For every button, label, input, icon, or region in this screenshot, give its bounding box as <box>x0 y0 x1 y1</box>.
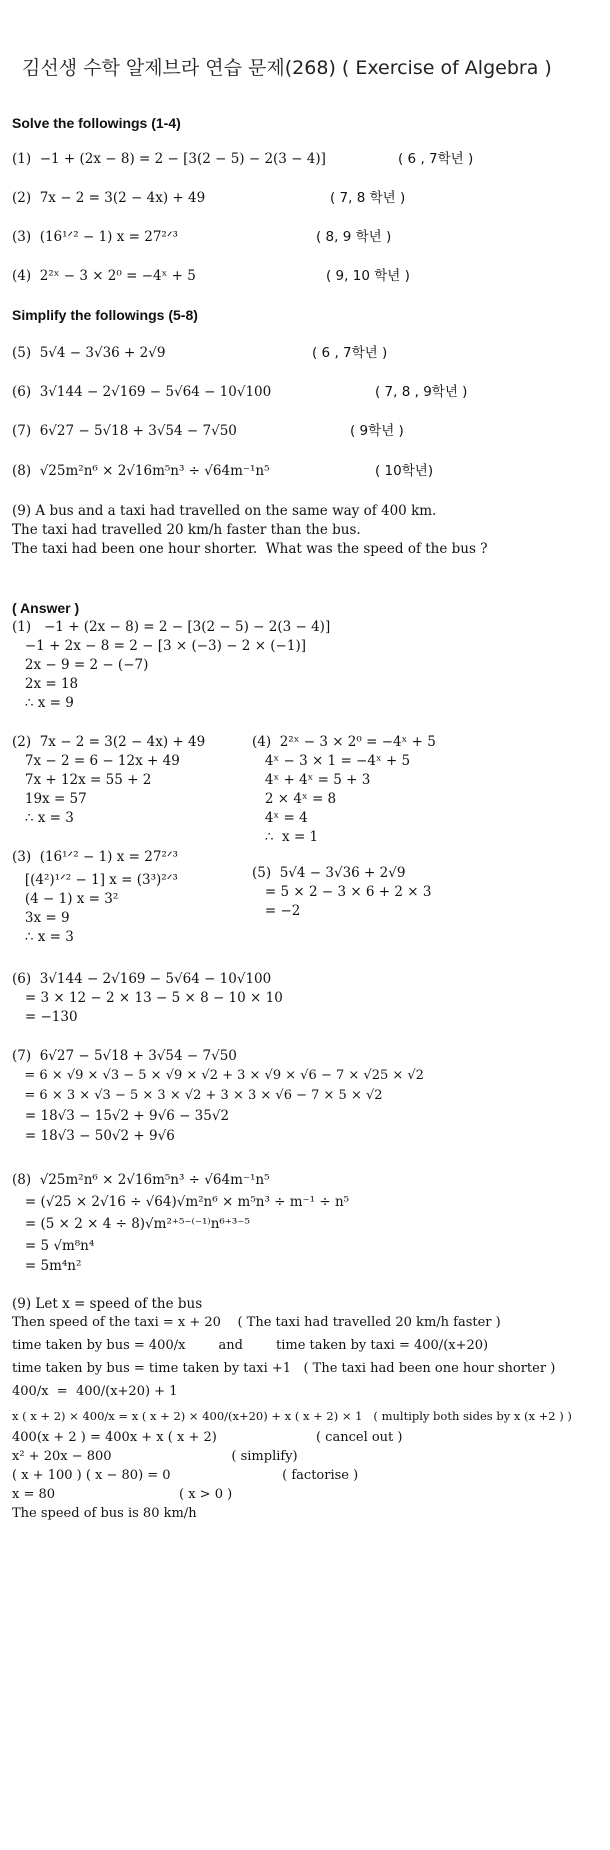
problem-9-line-3: The taxi had been one hour shorter. What was the speed of the bus ? <box>12 541 488 557</box>
page-title: 김선생 수학 알제브라 연습 문제(268) ( Exercise of Algebra ) <box>22 57 552 79</box>
problem-3-grade: ( 8, 9 학년 ) <box>316 229 392 245</box>
problem-5-grade: ( 6 , 7학년 ) <box>312 345 388 361</box>
answer-4-line: 4ˣ + 4ˣ = 5 + 3 <box>252 772 371 788</box>
answer-9-line: The speed of bus is 80 km/h <box>12 1506 197 1521</box>
problem-9-line-1: (9) A bus and a taxi had travelled on the same way of 400 km. <box>12 503 437 519</box>
answer-1-line: 2x − 9 = 2 − (−7) <box>12 657 149 673</box>
problem-4: (4) 2²ˣ − 3 × 2⁰ = −4ˣ + 5 <box>12 268 196 284</box>
answer-4-line: 2 × 4ˣ = 8 <box>252 791 337 807</box>
problem-7: (7) 6√27 − 5√18 + 3√54 − 7√50 <box>12 423 237 439</box>
problem-4-grade: ( 9, 10 학년 ) <box>326 268 410 284</box>
answer-9-line: 400(x + 2 ) = 400x + x ( x + 2) ( cancel out ) <box>12 1430 403 1445</box>
answer-7-line: = 18√3 − 50√2 + 9√6 <box>12 1128 175 1144</box>
answer-6-line: = −130 <box>12 1009 78 1025</box>
answer-5-line: (5) 5√4 − 3√36 + 2√9 <box>252 865 406 881</box>
answer-3-line: ∴ x = 3 <box>12 929 74 945</box>
answer-2-line: (2) 7x − 2 = 3(2 − 4x) + 49 <box>12 734 206 750</box>
problem-2: (2) 7x − 2 = 3(2 − 4x) + 49 <box>12 190 206 206</box>
answer-9-line: 400/x = 400/(x+20) + 1 <box>12 1384 178 1399</box>
answer-3-line: [(4²)¹ᐟ² − 1] x = (3³)²ᐟ³ <box>12 872 178 888</box>
answer-9-line: Then speed of the taxi = x + 20 ( The taxi had travelled 20 km/h faster ) <box>12 1315 501 1330</box>
answer-1-line: 2x = 18 <box>12 676 79 692</box>
problem-1-grade: ( 6 , 7학년 ) <box>398 151 474 167</box>
answer-5-line: = −2 <box>252 903 301 919</box>
problem-8: (8) √25m²n⁶ × 2√16m⁵n³ ÷ √64m⁻¹n⁵ <box>12 463 270 479</box>
answer-1-line: ∴ x = 9 <box>12 695 74 711</box>
answer-8-line: = (5 × 2 × 4 ÷ 8)√m²⁺⁵⁻⁽⁻¹⁾n⁶⁺³⁻⁵ <box>12 1216 250 1232</box>
problem-6-grade: ( 7, 8 , 9학년 ) <box>375 384 468 400</box>
problem-9-line-2: The taxi had travelled 20 km/h faster than the bus. <box>12 522 361 538</box>
answer-1-line: (1) −1 + (2x − 8) = 2 − [3(2 − 5) − 2(3 − 4)] <box>12 619 331 635</box>
answer-7-line: = 6 × 3 × √3 − 5 × 3 × √2 + 3 × 3 × √6 − 7 × 5 × √2 <box>12 1088 383 1103</box>
answer-3-line: 3x = 9 <box>12 910 70 926</box>
problem-3: (3) (16¹ᐟ² − 1) x = 27²ᐟ³ <box>12 229 178 245</box>
problem-8-grade: ( 10학년) <box>375 463 434 479</box>
answer-heading: ( Answer ) <box>12 600 80 616</box>
answer-2-line: 7x − 2 = 6 − 12x + 49 <box>12 753 180 769</box>
answer-1-line: −1 + 2x − 8 = 2 − [3 × (−3) − 2 × (−1)] <box>12 638 306 654</box>
answer-4-line: (4) 2²ˣ − 3 × 2⁰ = −4ˣ + 5 <box>252 734 436 750</box>
answer-2-line: 7x + 12x = 55 + 2 <box>12 772 152 788</box>
answer-3-line: (3) (16¹ᐟ² − 1) x = 27²ᐟ³ <box>12 849 178 865</box>
problem-5: (5) 5√4 − 3√36 + 2√9 <box>12 345 166 361</box>
answer-9-line: time taken by bus = 400/x and time taken by taxi = 400/(x+20) <box>12 1338 489 1353</box>
problem-1: (1) −1 + (2x − 8) = 2 − [3(2 − 5) − 2(3 − 4)] <box>12 151 326 167</box>
answer-6-line: = 3 × 12 − 2 × 13 − 5 × 8 − 10 × 10 <box>12 990 283 1006</box>
answer-9-line: time taken by bus = time taken by taxi +1 ( The taxi had been one hour shorter ) <box>12 1361 556 1376</box>
problem-2-grade: ( 7, 8 학년 ) <box>330 190 406 206</box>
answer-4-line: 4ˣ − 3 × 1 = −4ˣ + 5 <box>252 753 411 769</box>
section-heading-solve: Solve the followings (1-4) <box>12 115 181 131</box>
answer-8-line: = (√25 × 2√16 ÷ √64)√m²n⁶ × m⁵n³ ÷ m⁻¹ ÷ n⁵ <box>12 1194 350 1210</box>
problem-7-grade: ( 9학년 ) <box>350 423 404 439</box>
answer-3-line: (4 − 1) x = 3² <box>12 891 119 907</box>
answer-9-line: x² + 20x − 800 ( simplify) <box>12 1449 298 1464</box>
answer-8-line: (8) √25m²n⁶ × 2√16m⁵n³ ÷ √64m⁻¹n⁵ <box>12 1172 270 1188</box>
answer-9-line: (9) Let x = speed of the bus <box>12 1296 203 1312</box>
answer-4-line: 4ˣ = 4 <box>252 810 308 826</box>
answer-4-line: ∴ x = 1 <box>252 829 319 845</box>
answer-6-line: (6) 3√144 − 2√169 − 5√64 − 10√100 <box>12 971 272 987</box>
answer-8-line: = 5 √m⁸n⁴ <box>12 1238 95 1254</box>
problem-6: (6) 3√144 − 2√169 − 5√64 − 10√100 <box>12 384 272 400</box>
answer-9-line: x = 80 ( x > 0 ) <box>12 1487 233 1502</box>
answer-9-line: ( x + 100 ) ( x − 80) = 0 ( factorise ) <box>12 1468 359 1483</box>
answer-9-line: x ( x + 2) × 400/x = x ( x + 2) × 400/(x+20) + x ( x + 2) × 1 ( multiply both sides by x (x +2 ) ) <box>12 1409 572 1423</box>
answer-7-line: = 18√3 − 15√2 + 9√6 − 35√2 <box>12 1108 230 1124</box>
answer-2-line: 19x = 57 <box>12 791 87 807</box>
answer-2-line: ∴ x = 3 <box>12 810 74 826</box>
answer-7-line: (7) 6√27 − 5√18 + 3√54 − 7√50 <box>12 1048 237 1064</box>
section-heading-simplify: Simplify the followings (5-8) <box>12 307 198 323</box>
answer-8-line: = 5m⁴n² <box>12 1258 82 1274</box>
answer-5-line: = 5 × 2 − 3 × 6 + 2 × 3 <box>252 884 432 900</box>
answer-7-line: = 6 × √9 × √3 − 5 × √9 × √2 + 3 × √9 × √6 − 7 × √25 × √2 <box>12 1068 424 1083</box>
